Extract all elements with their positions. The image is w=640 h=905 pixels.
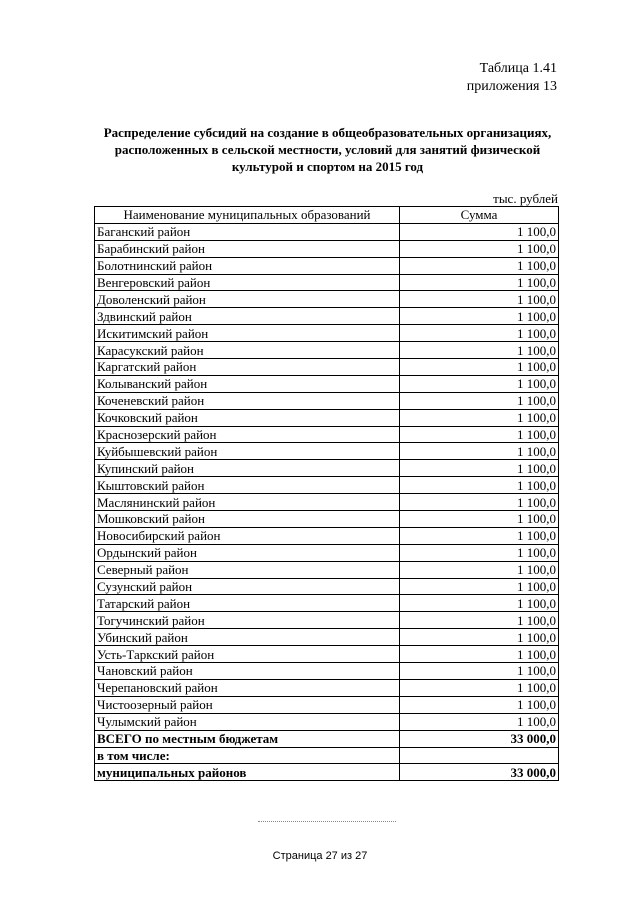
table-row [95,223,559,240]
total-value: 33 000,0 [400,730,559,747]
table-row [95,544,559,561]
table-row [95,240,559,257]
district-sum-cell: 1 100,0 [400,544,559,561]
district-name-cell: Тогучинский район [95,612,400,629]
district-sum-cell: 1 100,0 [400,663,559,680]
district-sum-cell: 1 100,0 [400,629,559,646]
district-name-cell: Баганский район [95,223,400,240]
district-name-cell: Усть-Таркский район [95,646,400,663]
table-row [95,375,559,392]
district-sum-cell: 1 100,0 [400,696,559,713]
district-name-cell: Карасукский район [95,342,400,359]
subtotal-label: муниципальных районов [95,764,400,781]
district-name-cell: Маслянинский район [95,494,400,511]
table-row [95,713,559,730]
page-number: Страница 27 из 27 [272,850,368,862]
appendix-number: приложения 13 [466,79,557,94]
district-sum-cell: 1 100,0 [400,342,559,359]
district-name-cell: Убинский район [95,629,400,646]
district-name-cell: Краснозерский район [95,426,400,443]
title-line-2: расположенных в сельской местности, условий для занятий физической [114,142,541,157]
table-row [95,527,559,544]
units-label: тыс. рублей [493,191,558,206]
district-sum-cell: 1 100,0 [400,392,559,409]
district-sum-cell: 1 100,0 [400,494,559,511]
table-row [95,359,559,376]
table-row [95,392,559,409]
column-header-sum: Сумма [400,207,559,224]
district-name-cell: Кыштовский район [95,477,400,494]
district-sum-cell: 1 100,0 [400,595,559,612]
district-name-cell: Каргатский район [95,359,400,376]
table-row [95,426,559,443]
district-name-cell: Здвинский район [95,308,400,325]
district-sum-cell: 1 100,0 [400,713,559,730]
district-name-cell: Мошковский район [95,511,400,528]
district-name-cell: Искитимский район [95,325,400,342]
table-row [95,679,559,696]
table-row [95,561,559,578]
district-name-cell: Колыванский район [95,375,400,392]
table-row [95,308,559,325]
district-sum-cell: 1 100,0 [400,291,559,308]
table-row [95,291,559,308]
district-sum-cell: 1 100,0 [400,257,559,274]
table-row [95,578,559,595]
title-line-1: Распределение субсидий на создание в общеобразовательных организациях, [103,125,552,140]
district-sum-cell: 1 100,0 [400,240,559,257]
district-name-cell: Новосибирский район [95,527,400,544]
district-name-cell: Ордынский район [95,544,400,561]
table-header-row [95,207,559,224]
table-row [95,696,559,713]
table-row [95,325,559,342]
district-name-cell: Купинский район [95,460,400,477]
table-row [95,460,559,477]
district-sum-cell: 1 100,0 [400,325,559,342]
including-empty-cell [400,747,559,764]
table-row [95,612,559,629]
table-row [95,443,559,460]
subtotal-row [95,764,559,781]
district-name-cell: Черепановский район [95,679,400,696]
subtotal-value: 33 000,0 [400,764,559,781]
table-row [95,511,559,528]
table-row [95,629,559,646]
district-sum-cell: 1 100,0 [400,477,559,494]
district-sum-cell: 1 100,0 [400,426,559,443]
table-row [95,409,559,426]
table-reference [467,60,557,96]
table-row [95,477,559,494]
district-name-cell: Куйбышевский район [95,443,400,460]
district-name-cell: Кочковский район [95,409,400,426]
total-label: ВСЕГО по местным бюджетам [95,730,400,747]
subsidy-table [94,206,559,781]
title-line-3: культурой и спортом на 2015 год [231,159,424,174]
district-sum-cell: 1 100,0 [400,527,559,544]
district-sum-cell: 1 100,0 [400,359,559,376]
document-title [95,124,560,175]
table-row [95,663,559,680]
district-sum-cell: 1 100,0 [400,223,559,240]
district-sum-cell: 1 100,0 [400,375,559,392]
district-sum-cell: 1 100,0 [400,443,559,460]
district-name-cell: Татарский район [95,595,400,612]
table-row [95,257,559,274]
district-name-cell: Болотнинский район [95,257,400,274]
district-name-cell: Венгеровский район [95,274,400,291]
including-label: в том числе: [95,747,400,764]
district-sum-cell: 1 100,0 [400,511,559,528]
district-name-cell: Чановский район [95,663,400,680]
column-header-name: Наименование муниципальных образований [95,207,400,224]
district-name-cell: Чистоозерный район [95,696,400,713]
including-row [95,747,559,764]
table-row [95,595,559,612]
district-name-cell: Коченевский район [95,392,400,409]
district-name-cell: Барабинский район [95,240,400,257]
district-name-cell: Северный район [95,561,400,578]
district-sum-cell: 1 100,0 [400,646,559,663]
table-row [95,494,559,511]
district-sum-cell: 1 100,0 [400,679,559,696]
district-sum-cell: 1 100,0 [400,409,559,426]
table-body [95,223,559,730]
total-row [95,730,559,747]
table-number: Таблица 1.41 [479,61,557,76]
footer-separator [258,821,396,822]
table-row [95,646,559,663]
district-name-cell: Сузунский район [95,578,400,595]
table-row [95,274,559,291]
district-name-cell: Доволенский район [95,291,400,308]
table-row [95,342,559,359]
district-name-cell: Чулымский район [95,713,400,730]
district-sum-cell: 1 100,0 [400,561,559,578]
district-sum-cell: 1 100,0 [400,578,559,595]
district-sum-cell: 1 100,0 [400,612,559,629]
district-sum-cell: 1 100,0 [400,308,559,325]
district-sum-cell: 1 100,0 [400,460,559,477]
district-sum-cell: 1 100,0 [400,274,559,291]
